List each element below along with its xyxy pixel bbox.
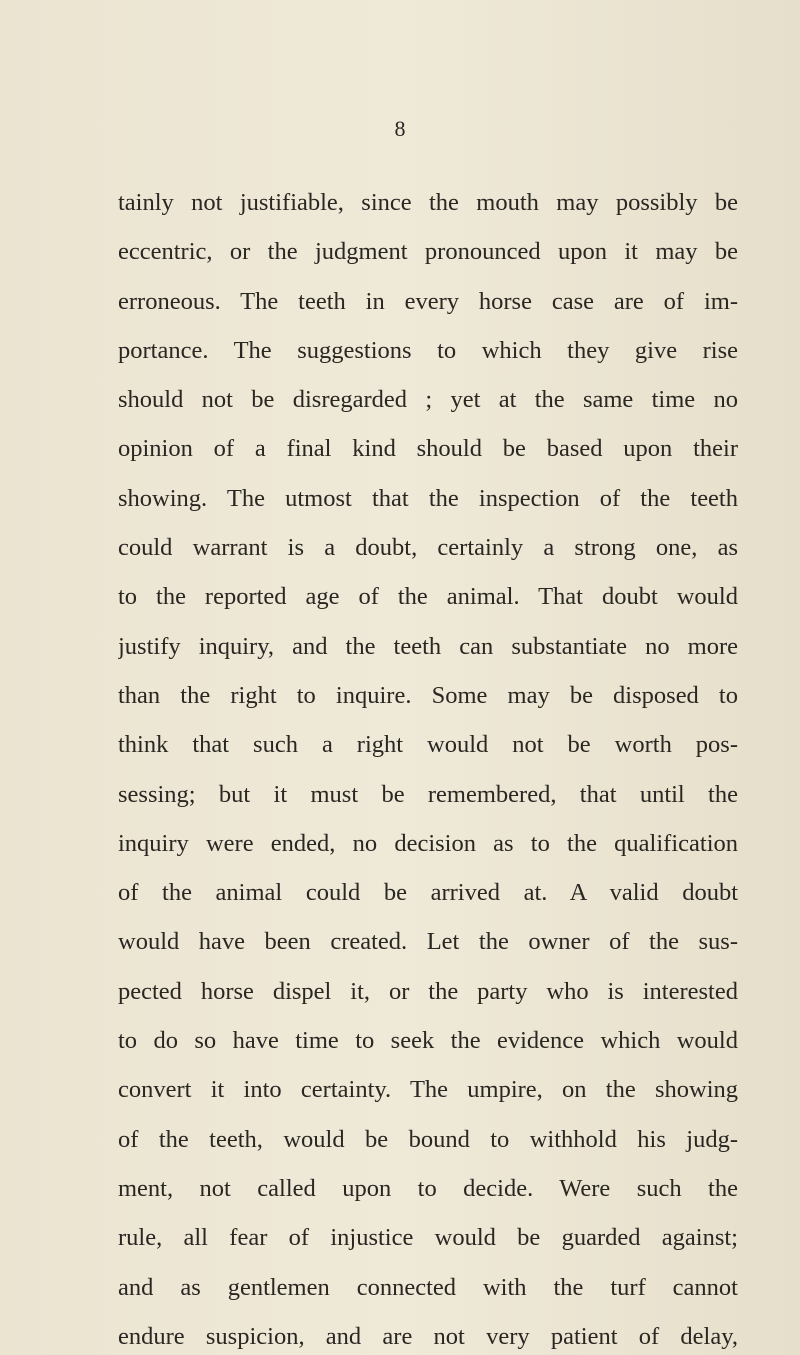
text-line: inquiry were ended, no decision as to the qualification <box>118 829 738 857</box>
text-line: eccentric, or the judgment pronounced upon it may be <box>118 238 738 266</box>
text-line: tainly not justifiable, since the mouth may possibly be <box>118 189 738 216</box>
text-line: should not be disregarded ; yet at the same time no <box>118 386 738 414</box>
body-text <box>118 178 738 1355</box>
text-line: ment, not called upon to decide. Were such the <box>118 1174 738 1202</box>
text-line: of the teeth, would be bound to withhold his judg- <box>118 1125 738 1153</box>
text-line: of the animal could be arrived at. A valid doubt <box>118 879 738 907</box>
text-line: could warrant is a doubt, certainly a strong one, as <box>118 534 738 562</box>
text-line: endure suspicion, and are not very patient of delay, <box>118 1322 738 1350</box>
text-line: to do so have time to seek the evidence which would <box>118 1027 738 1055</box>
text-line: would have been created. Let the owner of the sus- <box>118 928 738 956</box>
text-line: and as gentlemen connected with the turf cannot <box>118 1273 738 1301</box>
text-line: showing. The utmost that the inspection of the teeth <box>118 484 738 512</box>
text-line: justify inquiry, and the teeth can substantiate no more <box>118 632 738 660</box>
text-line: than the right to inquire. Some may be disposed to <box>118 681 738 709</box>
text-line: portance. The suggestions to which they give rise <box>118 336 738 364</box>
text-line: think that such a right would not be worth pos- <box>118 731 738 759</box>
page-number: 8 <box>394 116 406 141</box>
text-line: rule, all fear of injustice would be guarded against; <box>118 1224 738 1252</box>
text-line: to the reported age of the animal. That doubt would <box>118 583 738 611</box>
text-line: pected horse dispel it, or the party who is interested <box>118 977 738 1005</box>
text-line: sessing; but it must be remembered, that until the <box>118 780 738 808</box>
text-line: convert it into certainty. The umpire, on the showing <box>118 1076 738 1104</box>
text-line: erroneous. The teeth in every horse case are of im- <box>118 287 738 315</box>
text-line: opinion of a final kind should be based upon their <box>118 435 738 463</box>
